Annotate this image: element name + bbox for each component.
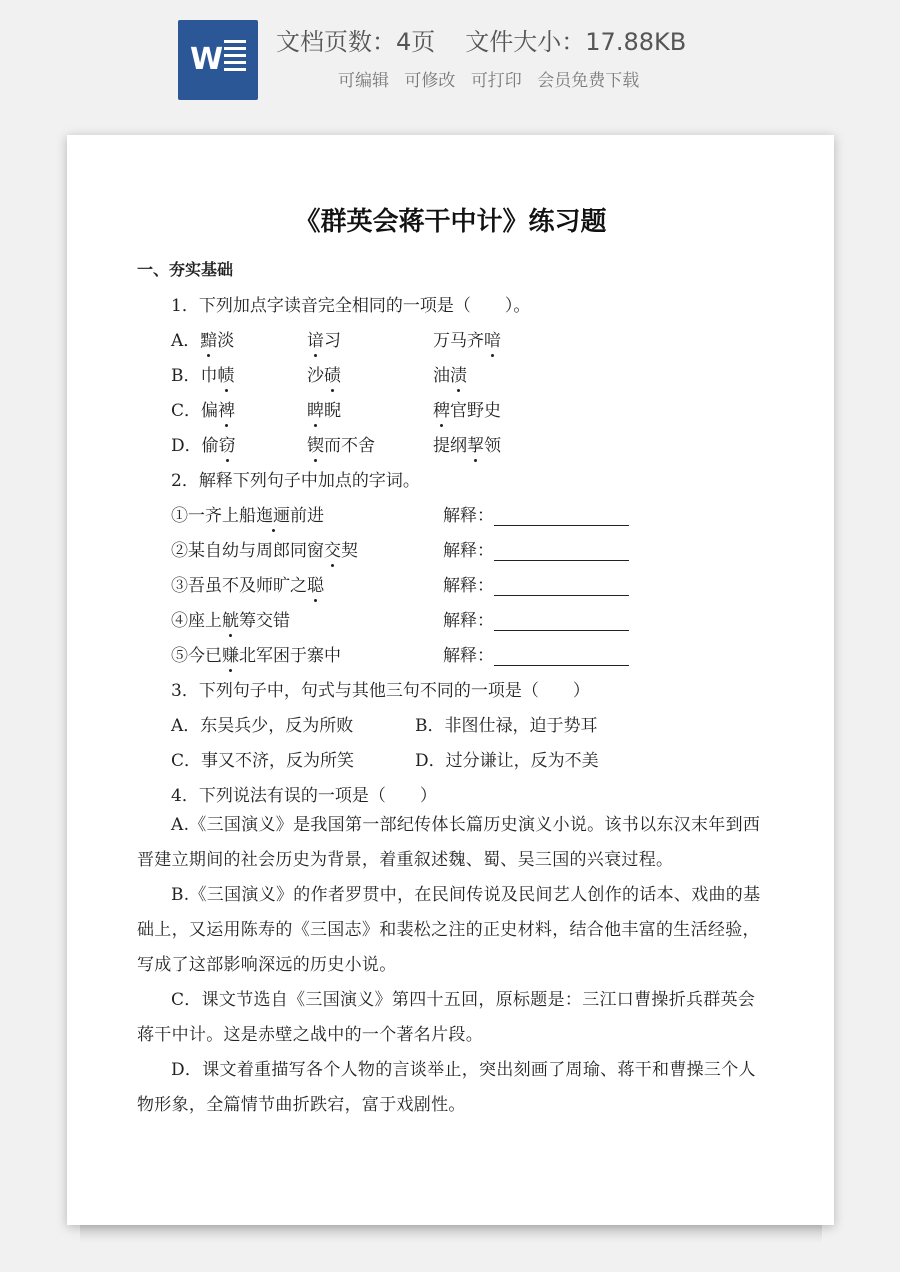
q4-option-c: C．课文节选自《三国演义》第四十五回，原标题是：三江口曹操折兵群英会蒋干中计。这是赤壁之战中的一个著名片段。 [137,990,756,1045]
q2-item-4: ④座上觥筹交错 [171,611,290,631]
q4-option-d: D．课文着重描写各个人物的言谈举止，突出刻画了周瑜、蒋干和曹操三个人物形象，全篇情节曲折跌宕，富于戏剧性。 [137,1060,756,1115]
q1-option-b: B．巾帻 [171,366,235,386]
q2-item-3: ③吾虽不及师旷之聪 [171,576,324,596]
q2-answer-4: 解释： [443,606,629,631]
word-icon-letter: W [190,42,224,77]
question-4-stem: 4．下列说法有误的一项是（ ） [171,786,437,806]
q2-answer-1: 解释： [443,501,629,526]
q2-answer-5: 解释： [443,641,629,666]
feature-list [338,66,649,91]
word-icon-lines [224,40,246,75]
file-size: 文件大小：17.88KB [465,28,687,56]
q1-option-a: A．黯淡 [171,331,235,351]
file-info [276,22,686,57]
q2-item-1: ①一齐上船迤逦前进 [171,506,324,526]
q1-option-b-word3: 油渍 [433,366,467,386]
q4-option-a: A.《三国演义》是我国第一部纪传体长篇历史演义小说。该书以东汉末年到西晋建立期间的社会历史为背景，着重叙述魏、蜀、吴三国的兴衰过程。 [137,815,761,870]
answer-blank [494,542,629,561]
feature-editable: 可编辑 [338,71,389,91]
answer-blank [494,507,629,526]
q1-option-c-word3: 稗官野史 [433,401,501,421]
q3-option-d: D．过分谦让，反为不美 [415,751,599,771]
q3-option-c: C．事又不济，反为所笑 [171,751,355,771]
document-page [67,135,834,1225]
q1-option-a-word3: 万马齐喑 [433,331,501,351]
q1-option-d-word3: 提纲挈领 [433,436,501,456]
q1-option-c-word2: 睥睨 [307,401,341,421]
document-title: 《群英会蒋干中计》练习题 [294,207,607,237]
feature-member-download: 会员免费下载 [537,71,640,91]
question-2-stem: 2．解释下列句子中加点的字词。 [171,471,420,491]
page-shadow [80,1225,822,1243]
q2-item-5: ⑤今已赚北军困于寨中 [171,646,341,666]
q1-option-d-word2: 锲而不舍 [307,436,375,456]
word-file-icon [178,20,258,100]
q1-option-b-word2: 沙碛 [307,366,341,386]
section-heading: 一、夯实基础 [137,260,234,279]
answer-blank [494,577,629,596]
q1-option-c: C．偏裨 [171,401,236,421]
q2-answer-3: 解释： [443,571,629,596]
q1-option-d: D．偷窃 [171,436,236,456]
question-1-stem: 1．下列加点字读音完全相同的一项是（ ）。 [171,296,531,316]
answer-blank [494,647,629,666]
q4-option-b: B.《三国演义》的作者罗贯中，在民间传说及民间艺人创作的话本、戏曲的基础上，又运用陈寿的《三国志》和裴松之注的正史材料，结合他丰富的生活经验，写成了这部影响深远的历史小说。 [137,885,761,975]
q1-option-a-word2: 谙习 [307,331,341,351]
question-3-stem: 3．下列句子中，句式与其他三句不同的一项是（ ） [171,681,590,701]
q2-answer-2: 解释： [443,536,629,561]
page-count: 文档页数：4页 [276,28,436,56]
feature-printable: 可打印 [470,71,522,91]
feature-modifiable: 可修改 [404,71,456,91]
answer-blank [494,612,629,631]
q3-option-a: A．东吴兵少，反为所败 [171,716,354,736]
q3-option-b: B．非图仕禄，迫于势耳 [415,716,598,736]
q2-item-2: ②某自幼与周郎同窗交契 [171,541,358,561]
